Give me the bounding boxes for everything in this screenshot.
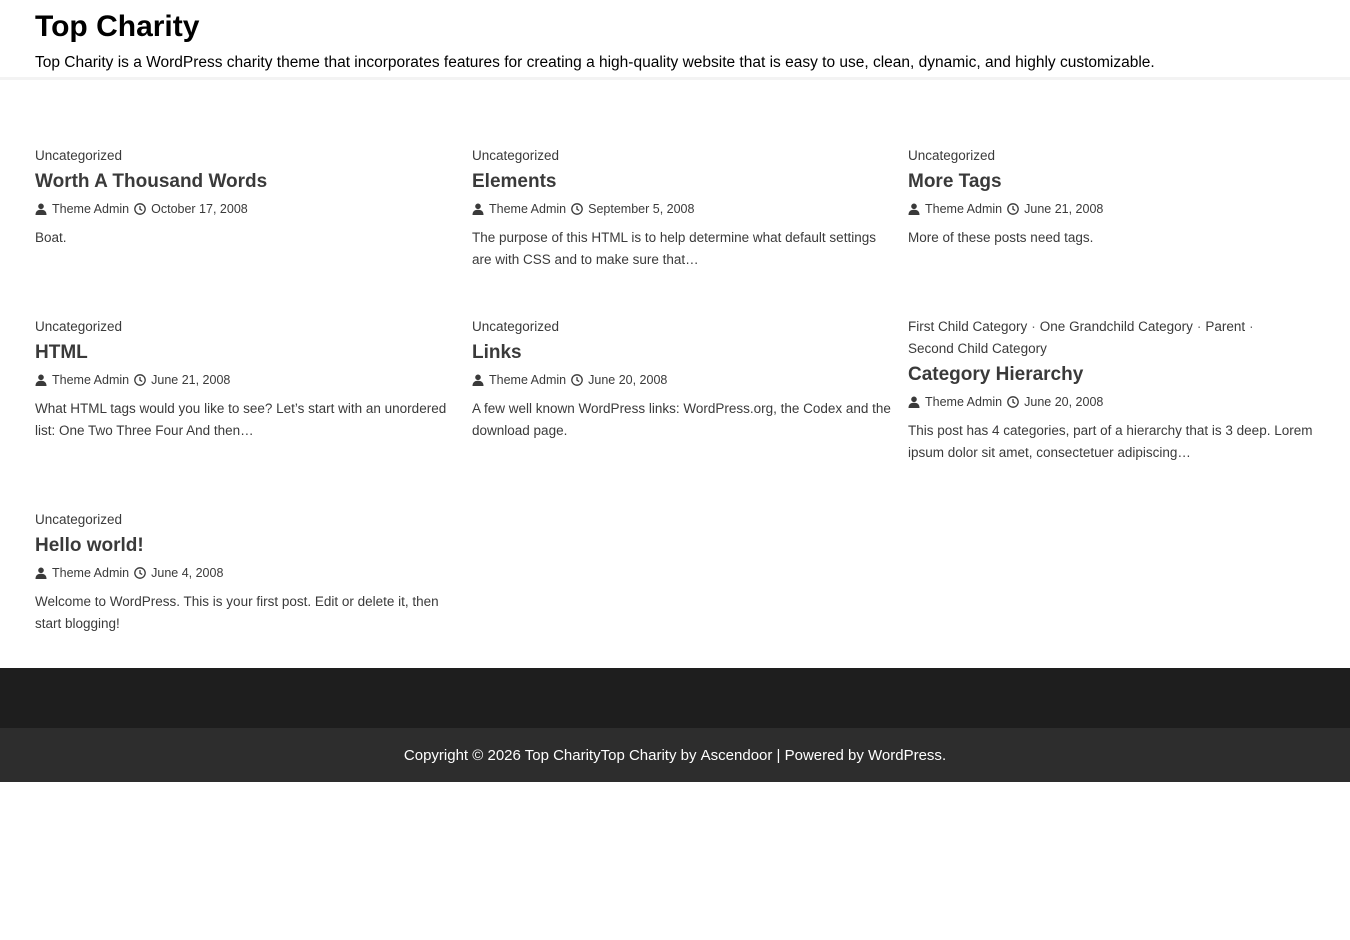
post-card <box>472 316 892 442</box>
category-link[interactable]: Uncategorized <box>472 148 560 163</box>
post-author[interactable]: Theme Admin <box>52 373 130 387</box>
posts-grid <box>0 80 1350 665</box>
post-author[interactable]: Theme Admin <box>52 566 130 580</box>
post-title[interactable]: Category Hierarchy <box>908 364 1084 385</box>
post-meta <box>472 200 892 218</box>
user-icon <box>908 396 920 408</box>
clock-icon <box>1007 203 1019 215</box>
post-meta <box>908 393 1328 411</box>
footer-end: . <box>941 746 947 764</box>
site-footer <box>0 728 1350 782</box>
theme-link[interactable]: Top Charity <box>600 746 677 764</box>
wordpress-link[interactable]: WordPress <box>868 746 942 764</box>
site-tagline: Top Charity is a WordPress charity theme that incorporates features for creating a high-quality website that is easy to use, clean, dynamic, and highly customizable. <box>35 54 1155 71</box>
post-date[interactable]: June 20, 2008 <box>1024 395 1104 409</box>
clock-icon <box>134 567 146 579</box>
author-link[interactable]: Ascendoor <box>700 746 773 764</box>
post-title[interactable]: More Tags <box>908 171 1002 192</box>
powered-text: | Powered by <box>772 746 869 764</box>
post-excerpt: The purpose of this HTML is to help determine what default settings are with CSS and to make sure that… <box>472 230 876 267</box>
user-icon <box>35 203 47 215</box>
post-meta <box>472 371 892 389</box>
category-link[interactable]: Uncategorized <box>472 319 560 334</box>
category-separator: · <box>1196 319 1202 334</box>
post-title[interactable]: Hello world! <box>35 535 144 556</box>
site-header <box>0 0 1350 80</box>
site-title[interactable]: Top Charity <box>35 10 200 43</box>
category-separator: · <box>1031 319 1036 334</box>
user-icon <box>35 567 47 579</box>
clock-icon <box>571 203 583 215</box>
post-categories <box>472 145 892 167</box>
post-author[interactable]: Theme Admin <box>925 395 1003 409</box>
post-excerpt: More of these posts need tags. <box>908 230 1094 245</box>
post-meta <box>908 200 1328 218</box>
post-excerpt: A few well known WordPress links: WordPress.org, the Codex and the download page. <box>472 401 891 438</box>
by-text: by <box>676 746 701 764</box>
post-categories <box>35 316 455 338</box>
post-date[interactable]: June 4, 2008 <box>151 566 224 580</box>
post-categories <box>35 145 455 167</box>
post-card <box>35 145 455 249</box>
post-meta <box>35 564 455 582</box>
post-author[interactable]: Theme Admin <box>489 202 567 216</box>
category-link[interactable]: Uncategorized <box>908 148 996 163</box>
post-excerpt: Welcome to WordPress. This is your first post. Edit or delete it, then start blogging! <box>35 594 439 631</box>
category-link[interactable]: Uncategorized <box>35 148 123 163</box>
post-title[interactable]: Elements <box>472 171 557 192</box>
post-categories <box>908 145 1328 167</box>
user-icon <box>472 374 484 386</box>
post-meta <box>35 200 455 218</box>
category-link[interactable]: One Grandchild Category <box>1039 319 1193 334</box>
post-card <box>35 509 455 635</box>
post-categories <box>908 316 1328 360</box>
post-date[interactable]: October 17, 2008 <box>151 202 248 216</box>
post-title[interactable]: Links <box>472 342 522 363</box>
clock-icon <box>134 374 146 386</box>
category-link[interactable]: First Child Category <box>908 319 1028 334</box>
post-author[interactable]: Theme Admin <box>489 373 567 387</box>
post-card <box>908 316 1328 464</box>
post-card <box>908 145 1328 249</box>
post-author[interactable]: Theme Admin <box>925 202 1003 216</box>
category-separator: · <box>1249 319 1254 334</box>
post-date[interactable]: June 21, 2008 <box>151 373 231 387</box>
post-date[interactable]: June 20, 2008 <box>588 373 668 387</box>
post-excerpt: What HTML tags would you like to see? Let’s start with an unordered list: One Two Three Four And then… <box>35 401 447 438</box>
category-link[interactable]: Uncategorized <box>35 319 123 334</box>
post-title[interactable]: Worth A Thousand Words <box>35 171 268 192</box>
post-date[interactable]: June 21, 2008 <box>1024 202 1104 216</box>
post-meta <box>35 371 455 389</box>
copyright-text: Copyright © 2026 Top Charity <box>403 746 601 764</box>
user-icon <box>908 203 920 215</box>
user-icon <box>35 374 47 386</box>
user-icon <box>472 203 484 215</box>
post-title[interactable]: HTML <box>35 342 88 363</box>
post-date[interactable]: September 5, 2008 <box>588 202 695 216</box>
clock-icon <box>1007 396 1019 408</box>
clock-icon <box>134 203 146 215</box>
category-link[interactable]: Second Child Category <box>908 341 1047 356</box>
post-categories <box>35 509 455 531</box>
post-card <box>472 145 892 271</box>
clock-icon <box>571 374 583 386</box>
category-link[interactable]: Parent <box>1205 319 1246 334</box>
post-card <box>35 316 455 442</box>
post-excerpt: This post has 4 categories, part of a hierarchy that is 3 deep. Lorem ipsum dolor sit amet, consectetuer adipiscing… <box>908 423 1313 460</box>
post-categories <box>472 316 892 338</box>
post-excerpt: Boat. <box>35 230 67 245</box>
category-link[interactable]: Uncategorized <box>35 512 123 527</box>
post-author[interactable]: Theme Admin <box>52 202 130 216</box>
footer-widgets-area <box>0 668 1350 728</box>
